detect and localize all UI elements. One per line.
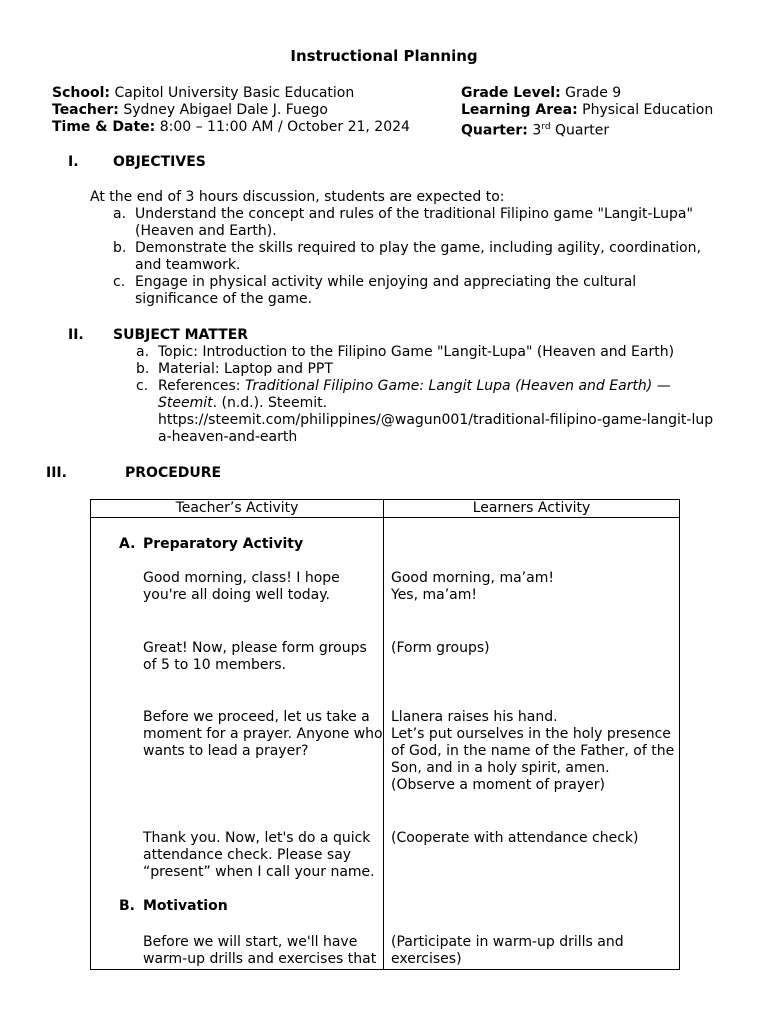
teacher-greeting: Good morning, class! I hope you're all doing well today.: [143, 570, 340, 603]
objective-letter: c.: [113, 274, 126, 290]
learner-activity-header: Learners Activity: [384, 500, 680, 518]
learner-greeting: [391, 570, 676, 604]
teacher-line: [52, 102, 410, 119]
grade-value: Grade 9: [565, 85, 622, 101]
school-line: [52, 85, 410, 102]
school-label: School:: [52, 85, 110, 101]
table-row: [91, 518, 680, 970]
header-right: [461, 85, 714, 139]
objective-text: Engage in physical activity while enjoying and appreciating the cultural significance of the game.: [135, 274, 637, 307]
procedure-table: [90, 499, 680, 970]
teacher-value: Sydney Abigael Dale J. Fuego: [123, 102, 328, 118]
reference-url[interactable]: https://steemit.com/philippines/@wagun001/traditional-filipino-game-langit-lupa-heaven-and-earth: [158, 412, 714, 445]
procedure-number: III.: [46, 465, 67, 481]
quarter-line: [461, 119, 713, 139]
teacher-warmup: Before we will start, we'll have warm-up drills and exercises that: [143, 934, 377, 967]
document-title: Instructional Planning: [290, 47, 478, 65]
time-value: 8:00 – 11:00 AM / October 21, 2024: [159, 119, 410, 135]
reference-title: Traditional Filipino Game: Langit Lupa (Heaven and Earth) — Steemit: [158, 378, 671, 411]
school-value: Capitol University Basic Education: [114, 85, 355, 101]
reference-item: [136, 378, 716, 446]
learner-line: (Observe a moment of prayer): [391, 777, 605, 793]
learner-activity-cell: [384, 518, 680, 970]
time-label: Time & Date:: [52, 119, 156, 135]
subject-item: [136, 344, 716, 361]
subject-matter-list: [136, 344, 716, 446]
subject-letter: a.: [136, 344, 150, 360]
quarter-word: Quarter: [555, 122, 610, 139]
learner-line: Llanera raises his hand.: [391, 709, 558, 725]
area-value: Physical Education: [582, 102, 714, 118]
learner-line: Good morning, ma’am!: [391, 570, 554, 586]
subject-text: Topic: Introduction to the Filipino Game "Langit-Lupa" (Heaven and Earth): [158, 344, 675, 360]
reference-letter: c.: [136, 378, 149, 394]
objective-item: [113, 240, 721, 274]
objective-item: [113, 206, 721, 240]
learner-line: Yes, ma’am!: [391, 587, 477, 603]
objective-item: [113, 274, 721, 308]
grade-line: [461, 85, 713, 102]
header-left: [52, 85, 410, 136]
learner-line: Let’s put ourselves in the holy presence of God, in the name of the Father, of the Son, and in a holy spirit, amen.: [391, 726, 675, 776]
learner-prayer: [391, 709, 676, 794]
teacher-activity-header: Teacher’s Activity: [91, 500, 384, 518]
quarter-sup: rd: [541, 122, 551, 132]
section-title: Motivation: [143, 898, 228, 914]
teacher-grouping: Great! Now, please form groups of 5 to 10 members.: [143, 640, 367, 673]
objectives-list: [113, 206, 721, 308]
objectives-intro: At the end of 3 hours discussion, students are expected to:: [90, 189, 505, 205]
area-label: Learning Area:: [461, 102, 578, 118]
objectives-title: OBJECTIVES: [113, 154, 206, 170]
section-letter: A.: [119, 536, 136, 552]
reference-rest: . (n.d.). Steemit.: [212, 395, 328, 411]
reference-label: References:: [158, 378, 241, 394]
subject-matter-number: II.: [68, 327, 84, 343]
grade-label: Grade Level:: [461, 85, 561, 101]
quarter-label: Quarter:: [461, 122, 528, 139]
learner-attendance: (Cooperate with attendance check): [391, 830, 639, 846]
objective-letter: b.: [113, 240, 127, 256]
learner-form-groups: (Form groups): [391, 640, 490, 656]
section-title: Preparatory Activity: [143, 536, 304, 552]
teacher-prayer: Before we proceed, let us take a moment for a prayer. Anyone who wants to lead a prayer?: [143, 709, 383, 759]
subject-matter-title: SUBJECT MATTER: [113, 327, 249, 343]
time-line: [52, 119, 410, 136]
objective-letter: a.: [113, 206, 127, 222]
subject-letter: b.: [136, 361, 150, 377]
teacher-label: Teacher:: [52, 102, 119, 118]
procedure-title: PROCEDURE: [125, 465, 222, 481]
subject-text: Material: Laptop and PPT: [158, 361, 333, 377]
objective-text: Understand the concept and rules of the traditional Filipino game "Langit-Lupa" (Heaven and Earth).: [135, 206, 693, 239]
quarter-num: 3: [532, 122, 542, 139]
objective-text: Demonstrate the skills required to play the game, including agility, coordination, and teamwork.: [135, 240, 701, 273]
table-header-row: [91, 500, 680, 518]
section-letter: B.: [119, 898, 135, 914]
subject-item: [136, 361, 716, 378]
teacher-activity-cell: [91, 518, 384, 970]
area-line: [461, 102, 713, 119]
learner-warmup: (Participate in warm-up drills and exercises): [391, 934, 624, 967]
objectives-number: I.: [68, 154, 79, 170]
teacher-attendance: Thank you. Now, let's do a quick attendance check. Please say “present” when I call your name.: [143, 830, 375, 880]
